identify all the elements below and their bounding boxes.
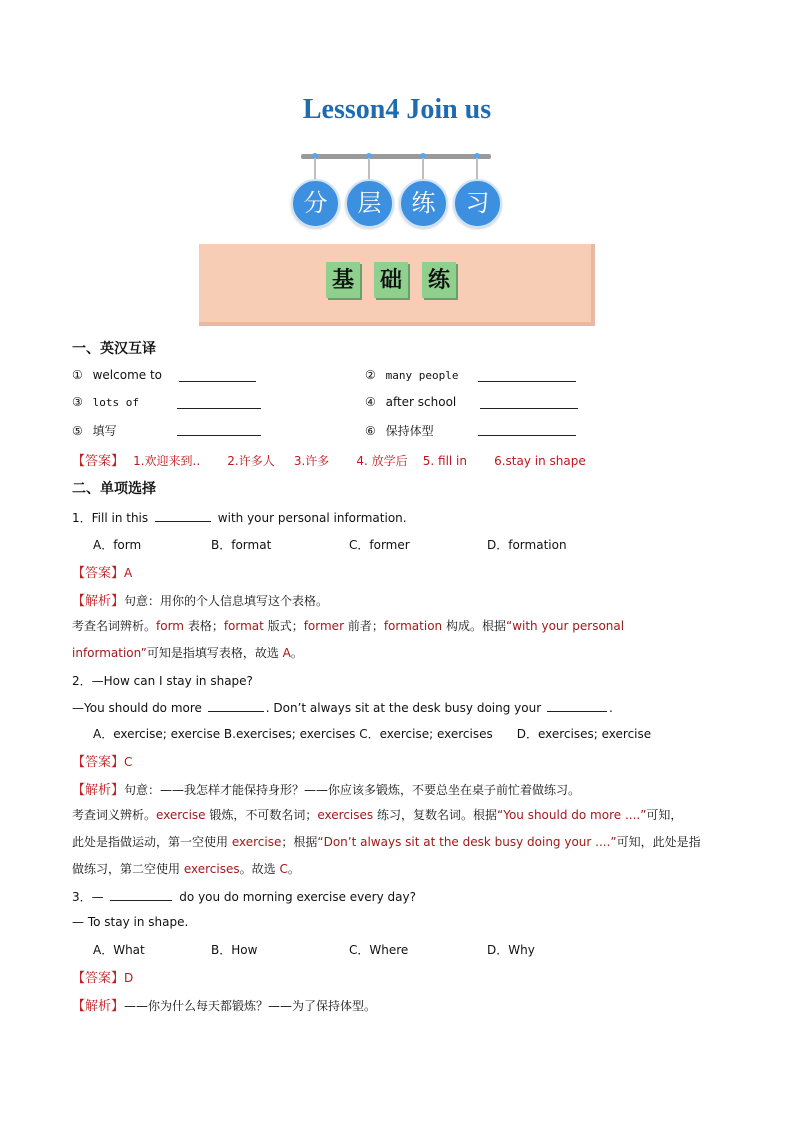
analysis-line — [72, 833, 701, 850]
explanation-text: 句意：——我怎样才能保持身形？——你应该多锻炼，不要总坐在桌子前忙着做练习。 — [124, 783, 581, 797]
answer-line — [72, 751, 132, 770]
analysis-term: formation — [383, 619, 443, 633]
stem-text: . Don’t always sit at the desk busy doing your — [265, 701, 542, 715]
answer-value: A — [124, 566, 133, 580]
question-stem — [72, 699, 613, 715]
analysis-term: exercise — [231, 835, 282, 849]
analysis-text: 可知， — [646, 808, 683, 822]
vocab-item — [365, 368, 458, 382]
explanation-label: 【解析】 — [72, 783, 125, 798]
stem-text: 1．Fill in this — [72, 511, 149, 525]
answer-value: 1.欢迎来到.. — [133, 454, 201, 468]
section-heading: 一、英汉互译 — [72, 341, 156, 357]
answer-value: C — [124, 755, 133, 769]
explanation-line — [72, 779, 580, 798]
answer-line — [72, 450, 586, 469]
answer-value: 4. 放学后 — [356, 454, 408, 468]
question-stem: 2．—How can I stay in shape? — [72, 674, 253, 688]
item-number: ① — [72, 368, 83, 382]
item-number: ② — [365, 368, 376, 382]
analysis-text: 练习，复数名词。根据 — [373, 808, 497, 822]
answer-line — [72, 967, 133, 986]
stem-text: 3．— — [72, 890, 104, 904]
analysis-line — [72, 860, 300, 877]
explanation-line — [72, 590, 328, 609]
analysis-text: ；根据 — [281, 835, 318, 849]
answer-label: 【答案】 — [72, 566, 125, 581]
stem-text: do you do morning exercise every day? — [179, 890, 416, 904]
analysis-term: former — [303, 619, 344, 633]
question-stem — [72, 509, 407, 526]
analysis-term: C — [279, 862, 288, 876]
stem-text: . — [608, 701, 613, 715]
analysis-term: exercises — [317, 808, 374, 822]
banner-char: 础 — [374, 262, 408, 298]
option[interactable]: B．How — [211, 943, 258, 957]
option[interactable]: A．form — [93, 538, 142, 552]
analysis-text: 前者； — [344, 619, 384, 633]
analysis-text: 表格； — [184, 619, 224, 633]
vocab-item — [365, 422, 434, 439]
option[interactable]: D．formation — [487, 538, 567, 552]
badge-circle: 层 — [345, 179, 394, 228]
analysis-text: 。故选 — [239, 862, 280, 876]
badge-circle: 分 — [291, 179, 340, 228]
banner-char: 基 — [326, 262, 360, 298]
item-text: welcome to — [92, 368, 162, 382]
answer-label: 【答案】 — [72, 755, 125, 770]
explanation-label: 【解析】 — [72, 594, 125, 609]
analysis-quote: “You should do more ....” — [496, 808, 647, 822]
item-number: ④ — [365, 395, 376, 409]
analysis-quote: “with your personal — [505, 619, 625, 633]
analysis-line — [72, 617, 624, 634]
analysis-quote: information” — [72, 646, 147, 660]
analysis-text: 版式； — [263, 619, 304, 633]
question-stem — [72, 888, 416, 905]
answer-blank[interactable] — [208, 699, 264, 712]
answer-blank[interactable] — [547, 699, 607, 712]
answer-value: 6.stay in shape — [494, 454, 586, 468]
analysis-line — [72, 806, 682, 823]
item-text: lots of — [92, 396, 139, 409]
option[interactable]: A．What — [93, 943, 145, 957]
analysis-text: 考查词义辨析。 — [72, 808, 157, 822]
option[interactable]: C．Where — [349, 943, 409, 957]
explanation-line — [72, 995, 376, 1014]
stem-text: with your personal information. — [217, 511, 407, 525]
option[interactable]: B．format — [211, 538, 272, 552]
analysis-text: 可知，此处是指 — [616, 835, 701, 849]
answer-blank[interactable] — [110, 888, 172, 901]
answer-value: 2.许多人 — [227, 454, 275, 468]
analysis-text: 此处是指做运动，第一空使用 — [72, 835, 232, 849]
analysis-text: 可知是指填写表格，故选 — [146, 646, 283, 660]
analysis-line — [72, 644, 303, 661]
item-number: ③ — [72, 395, 83, 409]
item-text: after school — [385, 395, 457, 409]
item-text: 保持体型 — [385, 424, 434, 438]
answer-value: D — [124, 971, 134, 985]
explanation-text: ——你为什么每天都锻炼？——为了保持体型。 — [124, 999, 377, 1013]
vocab-item — [72, 395, 139, 409]
analysis-text: 考查名词辨析。 — [72, 619, 157, 633]
answer-blank[interactable] — [478, 423, 576, 436]
analysis-text: 锻炼，不可数名词； — [205, 808, 318, 822]
explanation-label: 【解析】 — [72, 999, 125, 1014]
answer-blank[interactable] — [177, 396, 261, 409]
analysis-text: 。 — [290, 646, 303, 660]
section-banner — [199, 244, 595, 326]
item-text: 填写 — [92, 424, 117, 438]
vocab-item — [72, 368, 162, 382]
analysis-term: form — [156, 619, 184, 633]
page-title: Lesson4 Join us — [302, 94, 492, 125]
answer-label: 【答案】 — [72, 454, 125, 469]
badge-circle: 练 — [399, 179, 448, 228]
item-number: ⑤ — [72, 424, 83, 438]
hanger-bar — [301, 154, 491, 159]
analysis-text: 。 — [287, 862, 300, 876]
answer-blank[interactable] — [155, 509, 211, 522]
analysis-term: format — [223, 619, 264, 633]
item-text: many people — [385, 369, 459, 382]
stem-text: —You should do more — [72, 701, 202, 715]
analysis-term: exercises — [183, 862, 240, 876]
analysis-term: A — [282, 646, 291, 660]
answer-blank[interactable] — [179, 369, 256, 382]
answer-blank[interactable] — [177, 423, 261, 436]
analysis-quote: “Don’t always sit at the desk busy doing your ....” — [317, 835, 617, 849]
option[interactable]: C．former — [349, 538, 410, 552]
answer-value: 3.许多 — [293, 454, 330, 468]
answer-value: 5. fill in — [422, 454, 467, 468]
question-stem: — To stay in shape. — [72, 915, 189, 929]
answer-blank[interactable] — [478, 369, 576, 382]
analysis-text: 构成。根据 — [442, 619, 506, 633]
explanation-text: 句意：用你的个人信息填写这个表格。 — [124, 594, 329, 608]
answer-line — [72, 562, 132, 581]
answer-blank[interactable] — [480, 396, 578, 409]
analysis-term: exercise — [156, 808, 206, 822]
banner-char: 练 — [422, 262, 456, 298]
options-line[interactable]: A．exercise; exercise B.exercises; exercises C．exercise; exercises D．exercises; exercise — [93, 727, 652, 741]
option[interactable]: D．Why — [487, 943, 535, 957]
answer-label: 【答案】 — [72, 971, 125, 986]
vocab-item — [365, 395, 456, 409]
badge-circle: 习 — [453, 179, 502, 228]
item-number: ⑥ — [365, 424, 376, 438]
section-heading: 二、单项选择 — [72, 481, 156, 497]
analysis-text: 做练习，第二空使用 — [72, 862, 184, 876]
vocab-item — [72, 422, 117, 439]
